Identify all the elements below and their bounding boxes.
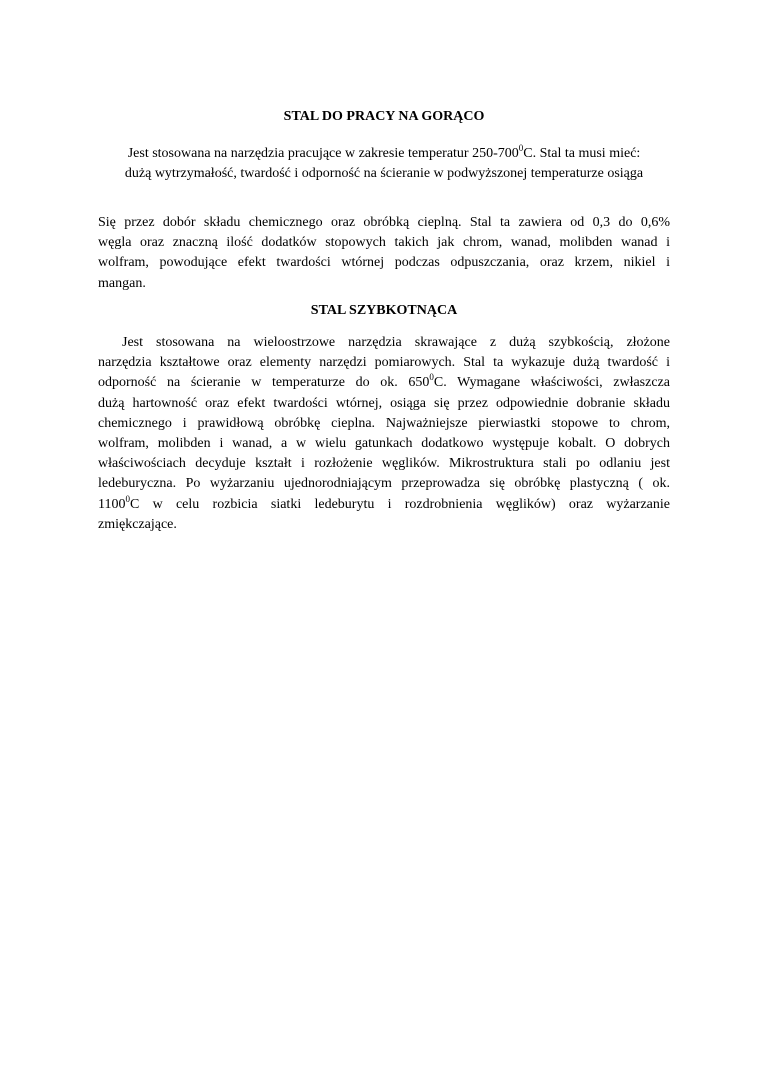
text-line: dużą wytrzymałość, twardość i odporność na ścieranie w podwyższonej temperaturze osiąga	[124, 166, 644, 182]
text-run: C. Stal ta musi mieć:	[523, 146, 641, 161]
text-run: odporność na ścieranie w temperaturze do ok. 650	[98, 375, 430, 391]
text-line: Się przez dobór składu chemicznego oraz obróbką cieplną. Stal ta zawiera od 0,3 do 0,6%	[98, 215, 670, 230]
superscript-degree: 0	[429, 372, 434, 383]
text-line: ledeburyczna. Po wyżarzaniu ujednorodniającym przeprowadza się obróbkę plastyczną ( ok.	[98, 476, 670, 492]
text-run: 1100	[98, 496, 126, 512]
text-line: wolfram, powodujące efekt twardości wtórnej podczas odpuszczania, oraz krzem, nikiel i	[98, 255, 670, 271]
paragraph-high-speed-steel	[98, 333, 670, 535]
text-line: narzędzia kształtowe oraz elementy narzędzi pomiarowych. Stal ta wykazuje dużą twardość i	[98, 355, 670, 371]
paragraph-hot-work-intro	[98, 144, 670, 184]
paragraph-hot-work-composition	[98, 213, 670, 294]
superscript-degree: 0	[125, 493, 130, 504]
text-run: C. Wymagane właściwości, zwłaszcza	[433, 375, 670, 391]
text-line	[98, 495, 670, 515]
text-line: mangan.	[98, 275, 146, 291]
text-line: chemicznego i prawidłową obróbkę cieplna. Najważniejsze pierwiastki stopowe to chrom,	[98, 415, 670, 431]
text-line: dużą hartowność oraz efekt twardości wtórnej, osiąga się przez odpowiednie dobranie składu	[98, 395, 670, 411]
section-title-high-speed-steel: STAL SZYBKOTNĄCA	[310, 303, 458, 318]
text-line	[98, 373, 670, 393]
text-line: wolfram, molibden i wanad, a w wielu gatunkach dodatkowo występuje kobalt. O dobrych	[98, 435, 670, 451]
text-line: właściwościach decyduje kształt i rozłożenie węglików. Mikrostruktura stali po odlaniu jest	[98, 456, 670, 472]
text-line: węgla oraz znaczną ilość dodatków stopowych takich jak chrom, wanad, molibden wanad i	[98, 235, 670, 251]
text-line: Jest stosowana na wieloostrzowe narzędzia skrawające z dużą szybkością, złożone	[122, 335, 670, 350]
text-line: zmiękczające.	[98, 516, 177, 532]
text-run: Jest stosowana na narzędzia pracujące w zakresie temperatur 250-700	[127, 146, 519, 161]
section-title-hot-work-steel: STAL DO PRACY NA GORĄCO	[283, 109, 485, 124]
text-run: C w celu rozbicia siatki ledeburytu i rozdrobnienia węglików) oraz wyżarzanie	[129, 496, 670, 512]
text-line	[98, 144, 670, 164]
superscript-degree: 0	[518, 143, 524, 153]
